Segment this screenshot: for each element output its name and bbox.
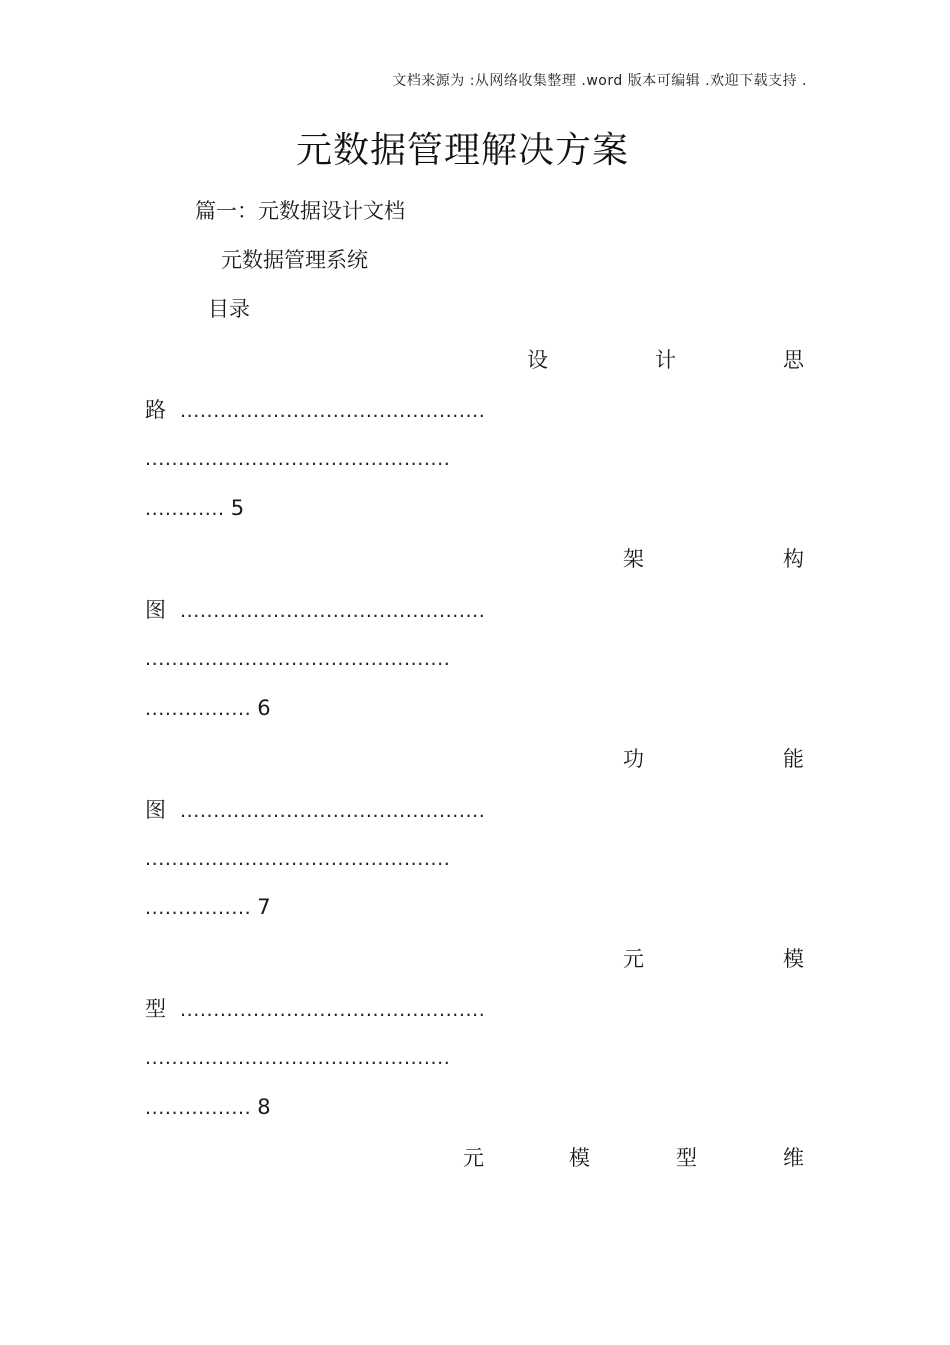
toc-leader-dots: .............................................. <box>180 600 486 622</box>
toc-leader-dots: ................ <box>145 698 252 720</box>
toc-title-char: 型 <box>145 997 166 1021</box>
toc-title-char: 模 <box>569 1146 590 1170</box>
toc-page-line <box>145 496 244 520</box>
toc-page-number: 8 <box>257 1095 271 1119</box>
toc-leader-dots: .............................................. <box>145 1047 451 1069</box>
toc-title-char: 元 <box>463 1146 484 1170</box>
toc-heading: 目录 <box>208 297 250 321</box>
section-heading: 篇一：元数据设计文档 <box>195 199 405 223</box>
document-title: 元数据管理解决方案 <box>295 130 629 171</box>
toc-entry-line[interactable] <box>145 394 485 424</box>
toc-title-char: 图 <box>145 798 166 822</box>
toc-title-char: 元 <box>623 947 644 971</box>
toc-leader-dots: .............................................. <box>145 848 451 870</box>
toc-title-char: 构 <box>783 547 804 571</box>
source-note: 文档来源为 :从网络收集整理 .word 版本可编辑 .欢迎下载支持 . <box>392 73 807 89</box>
toc-title-char: 型 <box>676 1146 697 1170</box>
toc-leader-dots: .............................................. <box>180 800 486 822</box>
toc-title-char: 计 <box>655 348 676 372</box>
toc-title-char: 路 <box>145 398 166 422</box>
toc-page-number: 6 <box>257 696 271 720</box>
toc-title-char: 模 <box>783 947 804 971</box>
toc-entry-line[interactable] <box>145 594 485 624</box>
toc-title-char: 思 <box>783 348 804 372</box>
toc-title-char: 图 <box>145 598 166 622</box>
toc-title-char: 设 <box>527 348 548 372</box>
toc-leader-dots: ................ <box>145 897 252 919</box>
toc-title-char: 维 <box>783 1146 804 1170</box>
system-name: 元数据管理系统 <box>221 248 368 272</box>
toc-leader-dots: .............................................. <box>145 648 451 670</box>
toc-leader-dots: .............................................. <box>180 999 486 1021</box>
toc-page-line <box>145 696 271 720</box>
toc-entry-line[interactable] <box>145 794 485 824</box>
toc-title-char: 架 <box>623 547 644 571</box>
toc-title-char: 能 <box>783 747 804 771</box>
toc-leader-dots: ................ <box>145 1097 252 1119</box>
toc-page-line <box>145 895 271 919</box>
toc-page-number: 7 <box>257 895 271 919</box>
toc-leader-dots: ............ <box>145 498 225 520</box>
toc-page-number: 5 <box>230 496 245 520</box>
toc-leader-dots: .............................................. <box>145 448 451 470</box>
toc-title-char: 功 <box>623 747 644 771</box>
toc-page-line <box>145 1095 271 1119</box>
toc-leader-dots: .............................................. <box>180 400 486 422</box>
toc-entry-line[interactable] <box>145 993 485 1023</box>
